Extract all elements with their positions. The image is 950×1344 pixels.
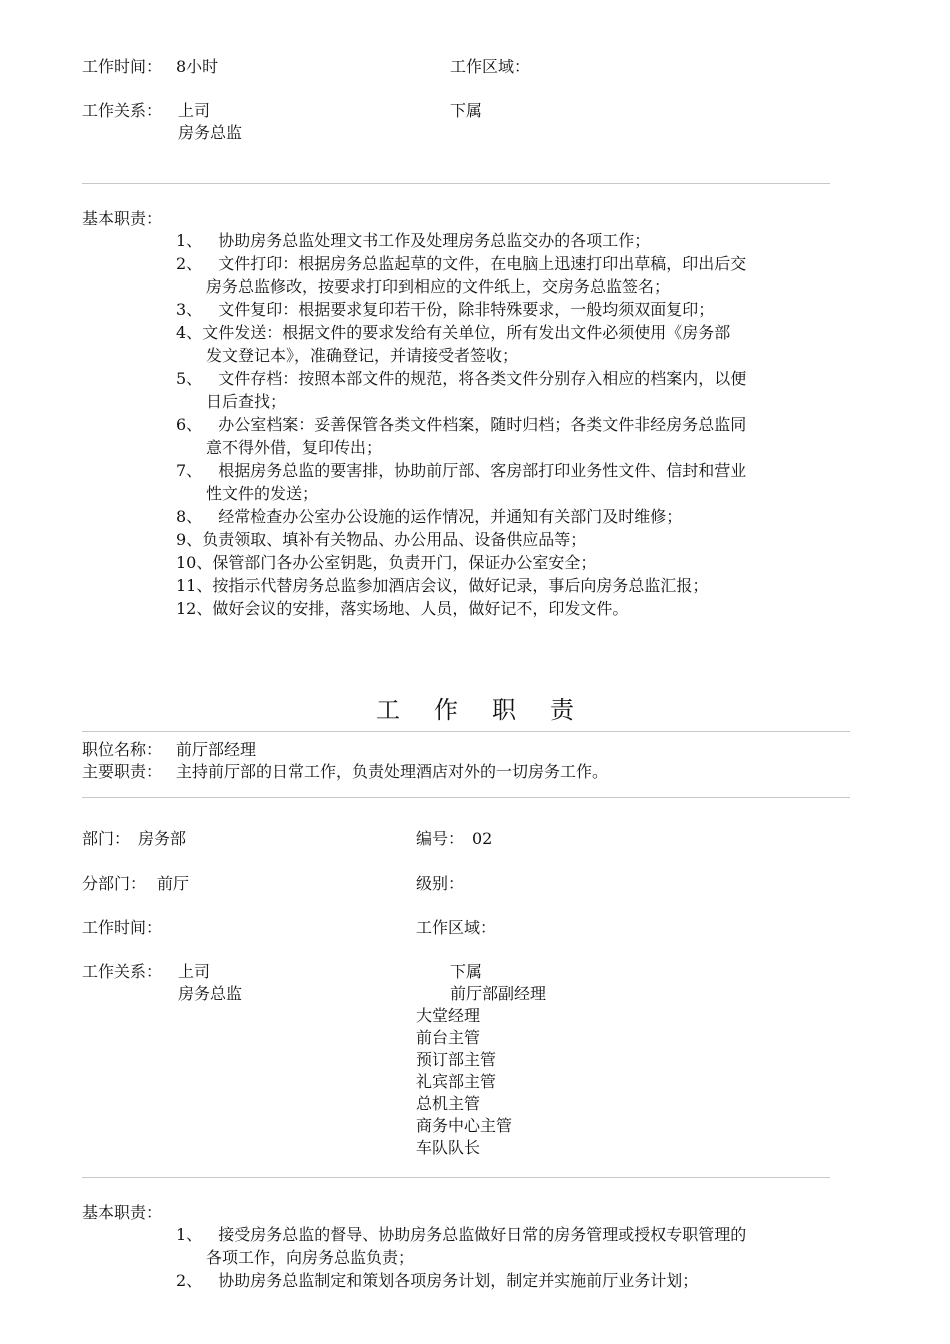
duty-text: 保管部门各办公室钥匙，负责开门，保证办公室安全；: [212, 553, 597, 572]
work-area-label: 工作区域：: [450, 57, 531, 76]
duty-text: 按指示代替房务总监参加酒店会议，做好记录，事后向房务总监汇报；: [212, 576, 709, 595]
page-title: 工作职责: [376, 696, 608, 724]
dept-label: 部门：: [82, 829, 131, 848]
subordinate-item: 前厅部副经理: [450, 984, 547, 1003]
subordinate-item: 礼宾部主管: [416, 1072, 497, 1091]
duty-text-continued: 房务总监修改，按要求打印到相应的文件纸上，交房务总监签名；: [206, 277, 671, 296]
duty-item: [176, 505, 856, 528]
subordinate-item: 车队队长: [416, 1138, 481, 1157]
duty-item: [176, 252, 856, 298]
superior-label: 上司: [178, 101, 211, 120]
duty-text-continued: 意不得外借，复印传出；: [206, 438, 383, 457]
subordinate-item: 前台主管: [416, 1028, 481, 1047]
duty-item: [176, 1269, 856, 1292]
work-area-label: 工作区域：: [416, 918, 497, 937]
duty-text: 文件打印：根据房务总监起草的文件，在电脑上迅速打印出草稿，印出后交: [202, 254, 747, 273]
subdept-value: 前厅: [157, 874, 190, 893]
duty-number: 2、: [176, 1271, 203, 1290]
duty-number: 8、: [176, 507, 203, 526]
divider: [82, 797, 850, 798]
subordinate-label: 下属: [450, 962, 483, 981]
subordinate-item: 总机主管: [416, 1094, 481, 1113]
position-label: 职位名称：: [82, 740, 163, 759]
duty-text: 文件存档：按照本部文件的规范，将各类文件分别存入相应的档案内，以便: [202, 369, 747, 388]
duty-number: 1、: [176, 231, 203, 250]
superior-label: 上司: [178, 962, 211, 981]
duty-text-continued: 日后查找；: [206, 392, 287, 411]
duty-item: [176, 1223, 856, 1269]
divider: [82, 1177, 830, 1178]
duties-label: 基本职责：: [82, 1203, 163, 1222]
duty-text: 文件复印：根据要求复印若干份，除非特殊要求，一般均须双面复印；: [202, 300, 715, 319]
main-duty-label: 主要职责：: [82, 762, 163, 781]
work-time-label: 工作时间：: [82, 918, 163, 937]
duty-number: 12、: [176, 599, 213, 618]
duty-item: [176, 597, 856, 620]
work-relation-label: 工作关系：: [82, 101, 163, 120]
superior-value: 房务总监: [178, 984, 243, 1003]
duty-text: 根据房务总监的要害排，协助前厅部、客房部打印业务性文件、信封和营业: [202, 461, 747, 480]
duty-number: 7、: [176, 461, 203, 480]
dept-value: 房务部: [138, 829, 187, 848]
work-time-value: 8小时: [176, 57, 219, 76]
duty-text: 做好会议的安排，落实场地、人员，做好记不，印发文件。: [212, 599, 629, 618]
code-value: 02: [472, 829, 493, 848]
duty-item: [176, 321, 856, 367]
duty-item: [176, 229, 856, 252]
duty-number: 6、: [176, 415, 203, 434]
duty-text: 接受房务总监的督导、协助房务总监做好日常的房务管理或授权专职管理的: [202, 1225, 747, 1244]
duty-text: 经常检查办公室办公设施的运作情况，并通知有关部门及时维修；: [202, 507, 683, 526]
divider: [82, 731, 850, 732]
position-value: 前厅部经理: [176, 740, 257, 759]
duty-text-continued: 性文件的发送；: [206, 484, 319, 503]
duties-list: [176, 1223, 856, 1292]
duty-text-continued: 各项工作，向房务总监负责；: [206, 1248, 415, 1267]
duty-item: [176, 413, 856, 459]
duty-number: 4、: [176, 323, 203, 342]
duty-item: [176, 551, 856, 574]
duty-text: 协助房务总监处理文书工作及处理房务总监交办的各项工作；: [202, 231, 651, 250]
divider: [82, 183, 830, 184]
duty-text: 负责领取、填补有关物品、办公用品、设备供应品等；: [202, 530, 587, 549]
subordinate-item: 预订部主管: [416, 1050, 497, 1069]
duty-item: [176, 528, 856, 551]
work-relation-label: 工作关系：: [82, 962, 163, 981]
duty-number: 10、: [176, 553, 213, 572]
duty-number: 9、: [176, 530, 203, 549]
work-time-label: 工作时间：: [82, 57, 163, 76]
duty-item: [176, 459, 856, 505]
duty-item: [176, 367, 856, 413]
duty-text-continued: 发文登记本》，准确登记，并请接受者签收；: [206, 346, 519, 365]
duty-number: 1、: [176, 1225, 203, 1244]
duty-text: 协助房务总监制定和策划各项房务计划，制定并实施前厅业务计划；: [202, 1271, 699, 1290]
duty-item: [176, 298, 856, 321]
main-duty-value: 主持前厅部的日常工作，负责处理酒店对外的一切房务工作。: [176, 762, 609, 781]
subordinate-item: 商务中心主管: [416, 1116, 513, 1135]
duty-number: 5、: [176, 369, 203, 388]
level-label: 级别：: [416, 874, 465, 893]
subordinate-label: 下属: [450, 101, 483, 120]
duty-number: 2、: [176, 254, 203, 273]
duty-text: 文件发送：根据文件的要求发给有关单位，所有发出文件必须使用《房务部: [202, 323, 731, 342]
duty-item: [176, 574, 856, 597]
subdept-label: 分部门：: [82, 874, 147, 893]
subordinate-item: 大堂经理: [416, 1006, 481, 1025]
duty-text: 办公室档案：妥善保管各类文件档案，随时归档；各类文件非经房务总监同: [202, 415, 747, 434]
duties-label: 基本职责：: [82, 209, 163, 228]
duty-number: 3、: [176, 300, 203, 319]
superior-value: 房务总监: [178, 123, 243, 142]
code-label: 编号：: [416, 829, 465, 848]
duty-number: 11、: [176, 576, 213, 595]
duties-list: [176, 229, 856, 620]
